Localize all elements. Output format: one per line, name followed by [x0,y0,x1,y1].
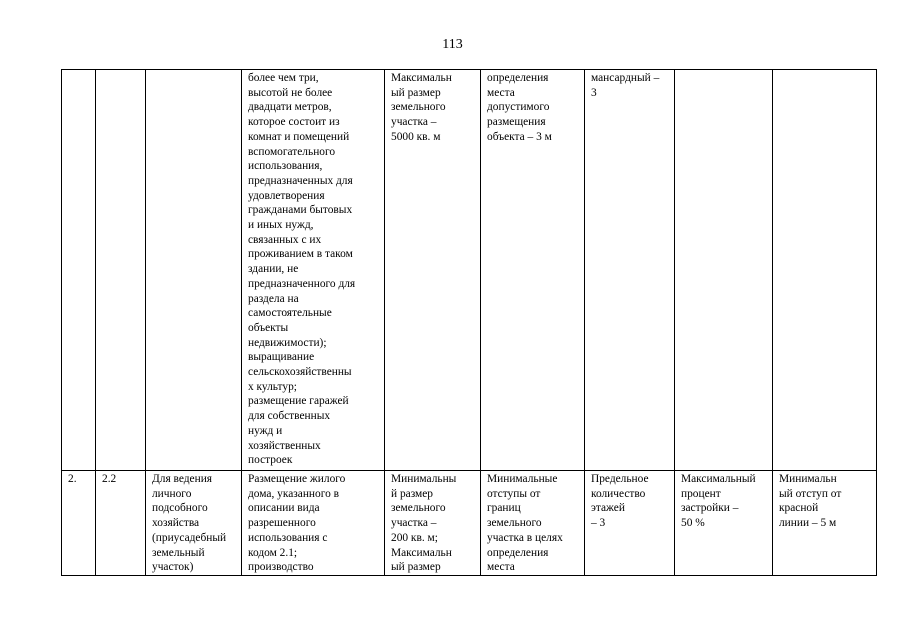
cell-coverage [675,70,773,471]
cell-coverage: Максимальный процент застройки – 50 % [675,471,773,576]
cell-number: 2. [62,471,96,576]
cell-description: более чем три, высотой не более двадцати метров, которое состоит из комнат и помещений вспомогательного использования, предназначенных для удовлетворения гражданами бытовых и иных нужд, связанных с их проживанием в таком здании, не предназначенного для раздела на самостоятельные объекты недвижимости); выращивание сельскохозяйственны х культур; размещение гаражей для собственных нужд и хозяйственных построек [242,70,385,471]
cell-setbacks: определения места допустимого размещения объекта – 3 м [481,70,585,471]
page-number: 113 [442,37,463,52]
cell-red-line [773,70,877,471]
table-row [62,471,877,576]
cell-setbacks: Минимальные отступы от границ земельного участка в целях определения места [481,471,585,576]
cell-description: Размещение жилого дома, указанного в описании вида разрешенного использования с кодом 2.1; производство [242,471,385,576]
cell-code [96,70,146,471]
regulations-table [61,69,877,576]
cell-plot-size: Минимальны й размер земельного участка – 200 кв. м; Максимальн ый размер [385,471,481,576]
cell-plot-size: Максимальн ый размер земельного участка – 5000 кв. м [385,70,481,471]
cell-floors: мансардный – 3 [585,70,675,471]
cell-red-line: Минимальн ый отступ от красной линии – 5 м [773,471,877,576]
cell-use-type: Для ведения личного подсобного хозяйства (приусадебный земельный участок) [146,471,242,576]
cell-number [62,70,96,471]
cell-code: 2.2 [96,471,146,576]
table-row [62,70,877,471]
cell-floors: Предельное количество этажей – 3 [585,471,675,576]
cell-use-type [146,70,242,471]
